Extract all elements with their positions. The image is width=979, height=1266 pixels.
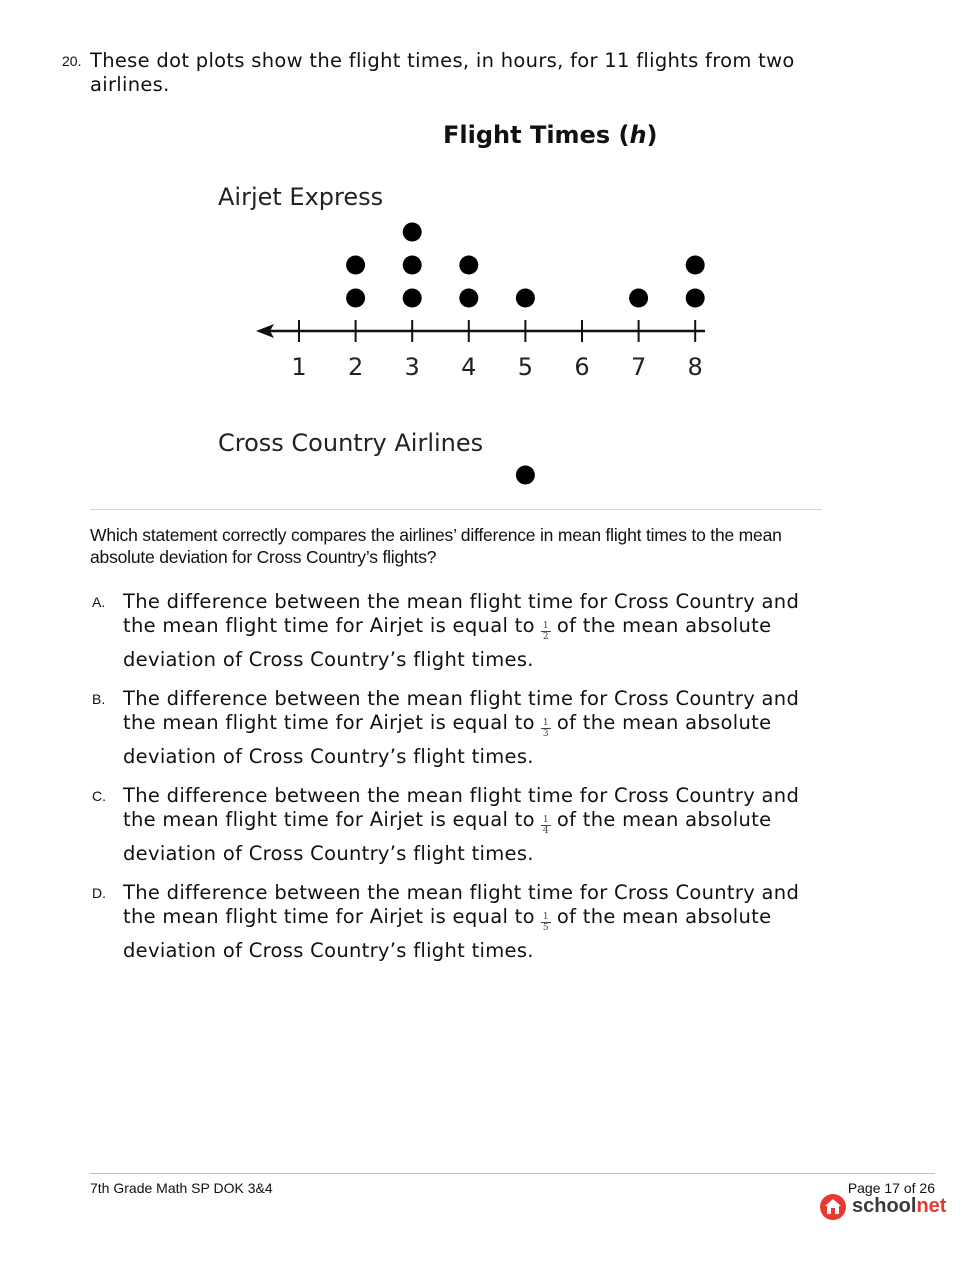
dot-plot-figure: [200, 110, 720, 490]
airjet-dot: [629, 289, 648, 308]
fraction: $\frac{1}{2}$: [542, 621, 549, 642]
choice-text: The difference between the mean flight time for Cross Country and: [123, 687, 800, 710]
axis-tick-label: 8: [687, 353, 703, 381]
airjet-dot: [516, 289, 535, 308]
choice-text: of the mean absolute: [556, 808, 772, 831]
question-text: These dot plots show the flight times, in hours, for 11 flights from two airlines.: [90, 49, 795, 96]
cross-country-label: Cross Country Airlines: [218, 429, 484, 457]
axis-tick-label: 4: [461, 353, 477, 381]
figure-title: Flight Times (h): [443, 121, 658, 149]
footer-title: 7th Grade Math SP DOK 3&4: [90, 1180, 273, 1196]
fraction: $\frac{1}{4}$: [542, 815, 549, 836]
axis-tick-label: 2: [347, 353, 364, 381]
page-number: Page 17 of 26: [847, 1180, 935, 1196]
choice-text: The difference between the mean flight time for Cross Country and: [123, 881, 800, 904]
airjet-dot: [346, 256, 365, 275]
question-number: 20.: [62, 53, 82, 69]
axis-tick-label: 7: [630, 353, 647, 381]
airjet-dot: [686, 289, 705, 308]
choice-letter: D.: [92, 885, 106, 901]
cross-country-dot: [516, 466, 535, 485]
choice-text: the mean flight time for Airjet is equal to: [123, 808, 535, 831]
airjet-dot: [403, 223, 422, 242]
airjet-dot: [346, 289, 365, 308]
choice-letter: C.: [92, 788, 106, 804]
dot-plot-svg: [200, 110, 720, 490]
section-divider: [90, 509, 822, 510]
choice-letter: B.: [92, 691, 106, 707]
choice-text: the mean flight time for Airjet is equal to: [123, 614, 535, 637]
choice-text: the mean flight time for Airjet is equal to: [123, 711, 535, 734]
footer-divider: [90, 1173, 935, 1174]
choice-text: deviation of Cross Country’s flight times.: [123, 648, 534, 671]
airjet-dot: [459, 289, 478, 308]
choice-text: the mean flight time for Airjet is equal to: [123, 905, 535, 928]
logo-text: net: [916, 1195, 947, 1217]
question-prompt: Which statement correctly compares the airlines’ difference in mean flight times to the mean absolute deviation for Cross Country’s flights?: [90, 525, 782, 567]
choice-text: The difference between the mean flight time for Cross Country and: [123, 590, 800, 613]
choice-text: deviation of Cross Country’s flight times.: [123, 939, 534, 962]
axis-tick-label: 5: [517, 353, 534, 381]
logo-text: school: [852, 1195, 917, 1217]
airjet-dot: [403, 256, 422, 275]
choice-text: deviation of Cross Country’s flight times.: [123, 842, 534, 865]
fraction: $\frac{1}{3}$: [542, 718, 549, 739]
fraction: $\frac{1}{5}$: [542, 912, 549, 933]
choice-text: The difference between the mean flight time for Cross Country and: [123, 784, 800, 807]
choice-text: of the mean absolute: [556, 711, 772, 734]
airjet-label: Airjet Express: [218, 183, 384, 211]
schoolnet-logo: [820, 1194, 947, 1222]
choice-text: of the mean absolute: [556, 905, 772, 928]
choice-text: deviation of Cross Country’s flight times.: [123, 745, 534, 768]
axis-tick-label: 1: [291, 353, 307, 381]
choice-letter: A.: [92, 594, 106, 610]
airjet-dot: [459, 256, 478, 275]
axis-tick-label: 6: [574, 353, 590, 381]
home-icon: [820, 1194, 846, 1220]
choice-text: of the mean absolute: [556, 614, 772, 637]
axis-tick-label: 3: [404, 353, 420, 381]
airjet-dot: [686, 256, 705, 275]
airjet-dot: [403, 289, 422, 308]
